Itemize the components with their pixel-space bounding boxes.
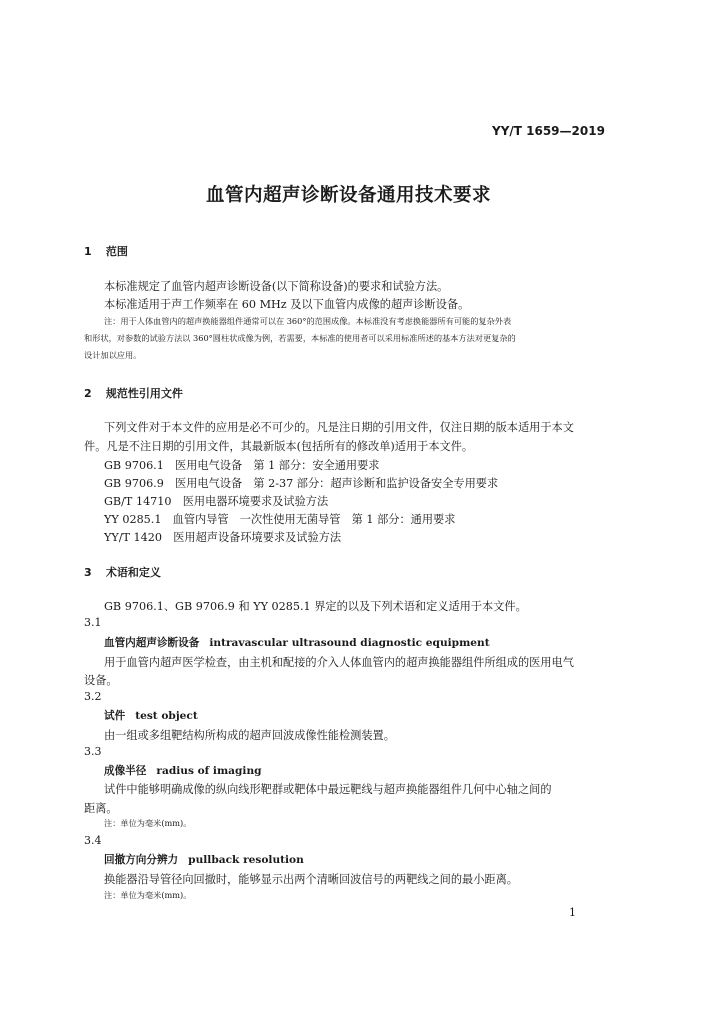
section-1-note: 和形状，对参数的试验方法以 360°圆柱状成像为例，若需要，本标准的使用者可以采用标准所述的基本方法对更复杂的 <box>84 333 516 343</box>
term-zh: 回撤方向分辨力 <box>104 854 179 866</box>
term-zh: 试件 <box>104 710 126 722</box>
page-number: 1 <box>569 906 576 919</box>
term-number: 3.2 <box>84 690 102 703</box>
section-1-title: 范围 <box>105 245 128 258</box>
term-definition: 试件中能够明确成像的纵向线形靶群或靶体中最远靶线与超声换能器组件几何中心轴之间的 <box>104 783 552 796</box>
section-3-heading <box>84 564 161 580</box>
section-3-title: 术语和定义 <box>105 566 161 579</box>
reference-item: YY/T 1420 医用超声设备环境要求及试验方法 <box>104 531 342 544</box>
term-definition: 距离。 <box>84 802 118 815</box>
reference-item: GB 9706.9 医用电气设备 第 2-37 部分：超声诊断和监护设备安全专用要求 <box>104 477 499 490</box>
reference-item: GB/T 14710 医用电器环境要求及试验方法 <box>104 495 329 508</box>
section-1-note: 注：用于人体血管内的超声换能器组件通常可以在 360°的范围成像。本标准没有考虑换能器所有可能的复杂外表 <box>104 316 512 326</box>
term-definition: 用于血管内超声医学检查，由主机和配接的介入人体血管内的超声换能器组件所组成的医用电气 <box>104 656 574 669</box>
term-note: 注：单位为毫米(mm)。 <box>104 890 192 900</box>
section-2-number: 2 <box>84 387 92 400</box>
document-title: 血管内超声诊断设备通用技术要求 <box>206 185 492 206</box>
section-3-number: 3 <box>84 566 92 579</box>
term-heading <box>104 708 198 723</box>
term-note: 注：单位为毫米(mm)。 <box>104 818 192 828</box>
term-en: test object <box>135 710 198 722</box>
section-1-paragraph: 本标准适用于声工作频率在 60 MHz 及以下血管内成像的超声诊断设备。 <box>104 298 470 311</box>
reference-item: YY 0285.1 血管内导管 一次性使用无菌导管 第 1 部分：通用要求 <box>104 513 456 526</box>
term-definition: 设备。 <box>84 674 118 687</box>
term-en: radius of imaging <box>156 765 262 777</box>
term-en: intravascular ultrasound diagnostic equipment <box>209 637 490 649</box>
term-heading <box>104 852 304 867</box>
standard-id: YY/T 1659—2019 <box>492 124 605 138</box>
term-number: 3.1 <box>84 616 102 629</box>
term-definition: 换能器沿导管径向回撤时，能够显示出两个清晰回波信号的两靶线之间的最小距离。 <box>104 873 518 886</box>
term-en: pullback resolution <box>188 854 304 866</box>
section-2-heading <box>84 385 183 401</box>
term-heading <box>104 763 262 778</box>
section-2-title: 规范性引用文件 <box>105 387 183 400</box>
term-heading <box>104 635 490 650</box>
term-number: 3.4 <box>84 834 102 847</box>
section-1-paragraph: 本标准规定了血管内超声诊断设备(以下简称设备)的要求和试验方法。 <box>104 280 449 293</box>
section-1-number: 1 <box>84 245 92 258</box>
term-zh: 成像半径 <box>104 765 147 777</box>
section-2-paragraph: 件。凡是不注日期的引用文件，其最新版本(包括所有的修改单)适用于本文件。 <box>84 440 474 453</box>
section-1-note: 设计加以应用。 <box>84 350 142 360</box>
reference-item: GB 9706.1 医用电气设备 第 1 部分：安全通用要求 <box>104 459 380 472</box>
term-definition: 由一组或多组靶结构所构成的超声回波成像性能检测装置。 <box>104 729 395 742</box>
section-2-paragraph: 下列文件对于本文件的应用是必不可少的。凡是注日期的引用文件，仅注日期的版本适用于本文 <box>104 421 574 434</box>
term-number: 3.3 <box>84 745 102 758</box>
section-1-heading <box>84 243 128 259</box>
section-3-intro: GB 9706.1、GB 9706.9 和 YY 0285.1 界定的以及下列术语和定义适用于本文件。 <box>104 600 527 613</box>
term-zh: 血管内超声诊断设备 <box>104 637 200 649</box>
